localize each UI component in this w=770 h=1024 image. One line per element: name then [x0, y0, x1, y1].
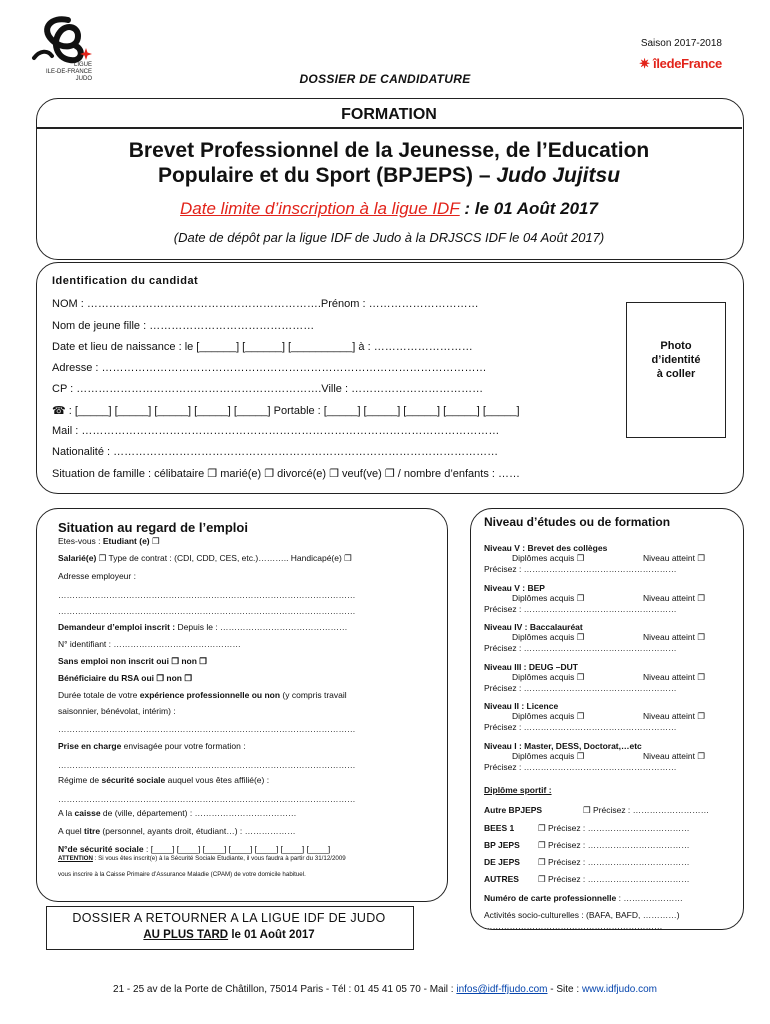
emploi-line[interactable]: Adresse employeur : — [58, 571, 136, 581]
emploi-line[interactable]: Prise en charge envisagée pour votre formation : — [58, 741, 246, 751]
retour-line-1: DOSSIER A RETOURNER A LA LIGUE IDF DE JUDO — [72, 911, 386, 925]
niveau-atteint-checkbox[interactable]: Niveau atteint ❐ — [643, 671, 705, 682]
diplome-sportif-precisez[interactable]: ❐ Précisez : ……………………………… — [538, 823, 690, 833]
diplomes-acquis-checkbox[interactable]: Diplômes acquis ❐ — [512, 553, 585, 563]
dossier-heading: DOSSIER DE CANDIDATURE — [299, 72, 471, 86]
precisez-field[interactable]: Précisez : ……………………………………………… — [484, 761, 677, 772]
diplomes-acquis-checkbox[interactable]: Diplômes acquis ❐ — [512, 711, 585, 721]
diplome-sportif-label: DE JEPS — [484, 857, 520, 867]
precisez-field[interactable]: Précisez : ……………………………………………… — [484, 564, 677, 574]
attention-note: ATTENTION : Si vous êtes inscrit(e) à la Sécurité Sociale Etudiante, il vous faudra à partir du 31/12/2009 — [58, 855, 346, 862]
etudes-title: Niveau d’études ou de formation — [484, 515, 671, 529]
photo-box: Photo d’identité à coller — [626, 302, 726, 438]
depot-date: (Date de dépôt par la ligue IDF de Judo à la DRJSCS IDF le 04 Août 2017) — [173, 230, 605, 245]
emploi-line[interactable]: …………………………………………………………………………………………… — [58, 590, 356, 600]
diplome-sportif-title: Diplôme sportif : — [484, 785, 552, 795]
precisez-field[interactable]: Précisez : ……………………………………………… — [484, 643, 677, 653]
title-line-2: Populaire et du Sport (BPJEPS) – Judo Jujitsu — [157, 164, 621, 187]
emploi-line[interactable]: Demandeur d’emploi inscrit : Depuis le : ……………………………………… — [58, 622, 348, 632]
logo-text: LIGUE ILE-DE-FRANCE JUDO — [45, 62, 92, 82]
diplomes-acquis-checkbox[interactable]: Diplômes acquis ❐ — [512, 750, 585, 761]
footer-address: 21 - 25 av de la Porte de Châtillon, 75014 Paris - Tél : 01 45 41 05 70 - Mail : — [113, 984, 457, 995]
emploi-line[interactable]: A quel titre (personnel, ayants droit, étudiant…) : ……………… — [58, 826, 296, 836]
emploi-line[interactable]: Etes-vous : Etudiant (e) ❐ — [58, 536, 160, 546]
bpjeps-title — [36, 138, 742, 188]
nationalite-field[interactable]: Nationalité : …………………………………………………………………………………………… — [52, 446, 499, 458]
attention-note-2: vous inscrire à la Caisse Primaire d’Assurance Maladie (CPAM) de votre domicile habituel. — [58, 871, 306, 878]
niveau-label: Niveau II : Licence — [484, 701, 559, 711]
emploi-line[interactable]: Durée totale de votre expérience professionnelle ou non (y compris travail — [58, 690, 347, 700]
nom-field[interactable]: NOM : ……………………………………………………….Prénom : ………………………… — [52, 298, 479, 310]
emploi-line[interactable]: saisonnier, bénévolat, intérim) : — [58, 706, 176, 716]
diplome-sportif-precisez[interactable]: ❐ Précisez : ……………………………… — [538, 840, 690, 850]
identification-title: Identification du candidat — [52, 275, 199, 287]
niveau-atteint-checkbox[interactable]: Niveau atteint ❐ — [643, 553, 705, 563]
carte-pro-field[interactable]: Numéro de carte professionnelle : ………………… — [484, 893, 683, 903]
emploi-line[interactable]: Salarié(e) ❐ Type de contrat : (CDI, CDD, CES, etc.)……….. Handicapé(e) ❐ — [58, 553, 352, 563]
niveau-label: Niveau V : Brevet des collèges — [484, 543, 608, 553]
activites-dots[interactable]: ……………………………………………………… — [484, 921, 663, 931]
deadline: Date limite d’inscription à la ligue IDF : le 01 Août 2017 — [180, 199, 598, 218]
title-line-1: Brevet Professionnel de la Jeunesse, de l’Education — [128, 139, 650, 162]
emploi-line[interactable]: N° identifiant : ……………………………………… — [58, 639, 241, 649]
precisez-field[interactable]: Précisez : ……………………………………………… — [484, 722, 677, 732]
niveau-label: Niveau III : DEUG –DUT — [484, 661, 578, 672]
emploi-line[interactable]: …………………………………………………………………………………………… — [58, 724, 356, 734]
nom-jeune-fille-field[interactable]: Nom de jeune fille : ……………………………………… — [52, 320, 315, 332]
emploi-line[interactable]: Bénéficiaire du RSA oui ❐ non ❐ — [58, 673, 192, 683]
idf-star-icon: ✷ — [639, 56, 650, 71]
footer-site-label: - Site : — [547, 984, 582, 995]
footer-mail-link[interactable]: infos@idf-ffjudo.com — [456, 984, 548, 995]
niveau-atteint-checkbox[interactable]: Niveau atteint ❐ — [643, 632, 705, 642]
diplome-sportif-precisez[interactable]: ❐ Précisez : ……………………………… — [538, 857, 690, 867]
diplomes-acquis-checkbox[interactable]: Diplômes acquis ❐ — [512, 671, 585, 682]
niveau-atteint-checkbox[interactable]: Niveau atteint ❐ — [643, 592, 705, 603]
niveau-atteint-checkbox[interactable]: Niveau atteint ❐ — [643, 750, 705, 761]
mail-field[interactable]: Mail : …………………………………………………………………………………………………… — [52, 425, 500, 437]
situation-famille-field[interactable]: Situation de famille : célibataire ❐ marié(e) ❐ divorcé(e) ❐ veuf(ve) ❐ / nombre d’enfants : …… — [52, 468, 521, 480]
activites-field[interactable]: Activités socio-culturelles : (BAFA, BAFD, …………) — [484, 910, 680, 920]
emploi-line[interactable]: N°de sécurité sociale : [____] [____] [____] [____] [____] [____] [____] — [58, 844, 331, 854]
diplome-sportif-label: BP JEPS — [484, 840, 520, 850]
precisez-field[interactable]: Précisez : ……………………………………………… — [484, 682, 677, 693]
emploi-line[interactable]: A la caisse de (ville, département) : ……………………………… — [58, 808, 297, 818]
niveau-label: Niveau V : BEP — [484, 582, 545, 593]
saison-label: Saison 2017-2018 — [640, 38, 722, 49]
niveau-label: Niveau IV : Baccalauréat — [484, 622, 583, 632]
adresse-field[interactable]: Adresse : …………………………………………………………………………………………… — [52, 362, 487, 374]
cp-ville-field[interactable]: CP : ………………………………………………………….Ville : ……………………………… — [52, 383, 484, 395]
emploi-box — [36, 508, 448, 902]
emploi-line[interactable]: …………………………………………………………………………………………… — [58, 606, 356, 616]
footer-site-link[interactable]: www.idfjudo.com — [581, 984, 657, 995]
precisez-field[interactable]: Précisez : ……………………………………………… — [484, 603, 677, 614]
naissance-field[interactable]: Date et lieu de naissance : le [______] [______] [__________] à : ……………………… — [52, 341, 473, 353]
formation-title: FORMATION — [341, 106, 437, 123]
diplome-sportif-label: Autre BPJEPS — [484, 805, 543, 815]
emploi-line[interactable]: …………………………………………………………………………………………… — [58, 760, 356, 770]
niveau-label: Niveau I : Master, DESS, Doctorat,…etc — [484, 740, 642, 751]
diplome-sportif-precisez[interactable]: ❐ Précisez : ……………………… — [583, 805, 710, 815]
diplome-sportif-precisez[interactable]: ❐ Précisez : ……………………………… — [538, 874, 690, 884]
emploi-title: Situation au regard de l’emploi — [58, 520, 248, 535]
emploi-line[interactable]: Régime de sécurité sociale auquel vous êtes affilié(e) : — [58, 775, 270, 785]
diplomes-acquis-checkbox[interactable]: Diplômes acquis ❐ — [512, 592, 585, 603]
telephone-field[interactable]: ☎ : [_____] [_____] [_____] [_____] [_____] Portable : [_____] [_____] [_____] [_____] [_____] — [52, 405, 520, 417]
diplomes-acquis-checkbox[interactable]: Diplômes acquis ❐ — [512, 632, 585, 642]
diplome-sportif-label: BEES 1 — [484, 823, 515, 833]
emploi-line[interactable]: …………………………………………………………………………………………… — [58, 794, 356, 804]
niveau-atteint-checkbox[interactable]: Niveau atteint ❐ — [643, 711, 705, 721]
ile-de-france-logo: ✷ îledeFrance — [639, 56, 722, 71]
emploi-line[interactable]: Sans emploi non inscrit oui ❐ non ❐ — [58, 656, 207, 666]
footer — [0, 984, 770, 995]
diplome-sportif-label: AUTRES — [484, 874, 519, 884]
formation-divider — [36, 127, 742, 129]
retour-line-2: AU PLUS TARD le 01 Août 2017 — [143, 929, 315, 941]
